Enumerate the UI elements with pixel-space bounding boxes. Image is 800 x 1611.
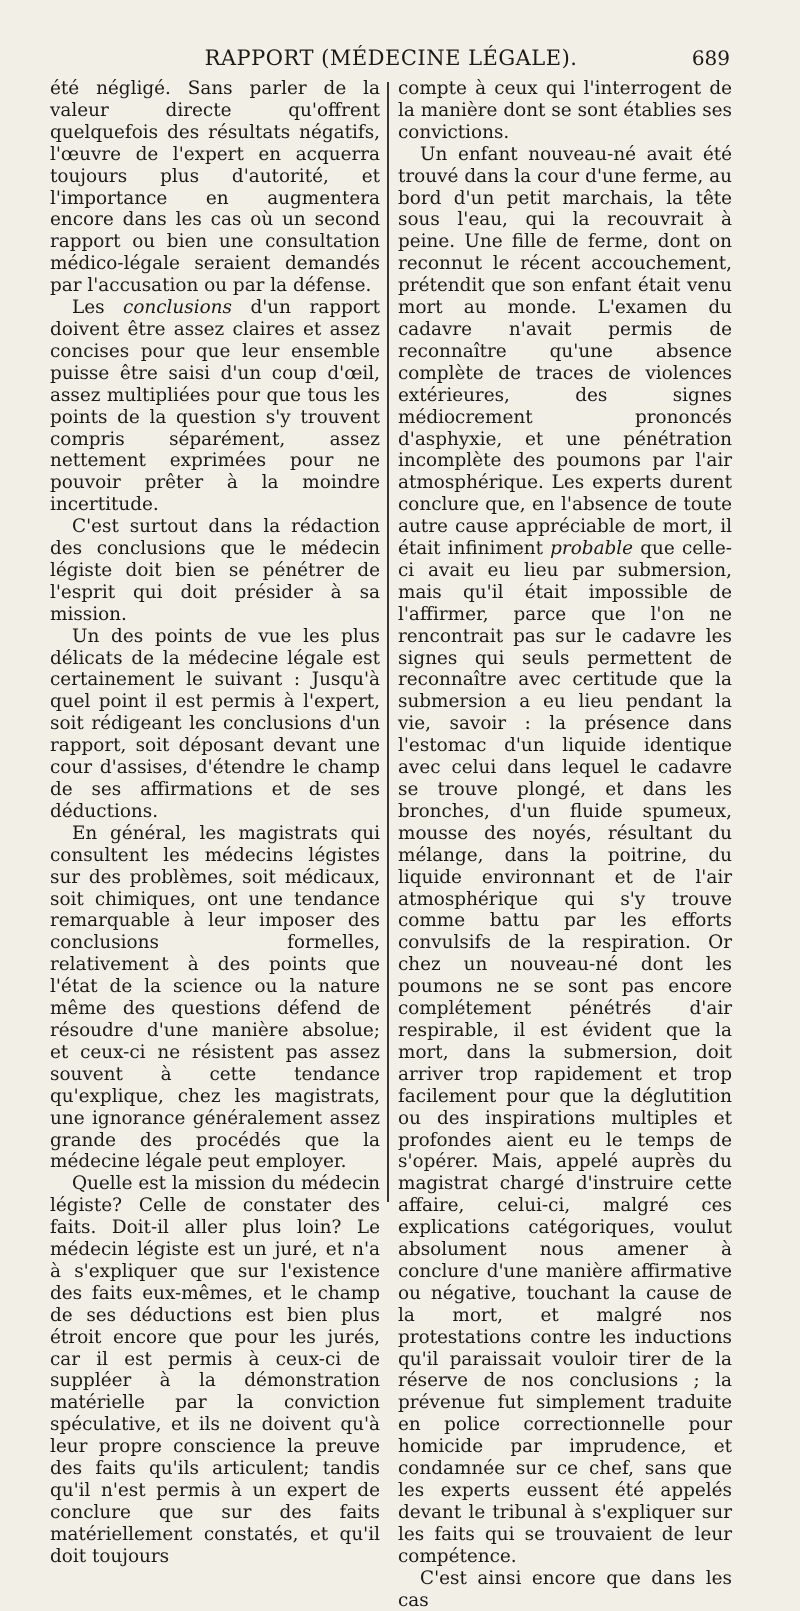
paragraph — [50, 297, 380, 516]
paragraph: C'est surtout dans la rédaction des conclusions que le médecin légiste doit bien se pénétrer de l'esprit qui doit présider à sa mission. — [50, 516, 380, 625]
paragraph: compte à ceux qui l'interrogent de la manière dont se sont établies ses convictions. — [398, 78, 732, 143]
paragraph — [398, 144, 732, 1568]
text-run: d'un rapport doivent être assez claires et assez concises pour que leur ensemble puisse être saisi d'un coup d'œil, assez multipliées pour que tous les points de la question s'y trouvent compris séparément, assez nettement exprimées pour ne pouvoir prêter à la moindre incertitude. — [50, 297, 380, 516]
italic-term: conclusions — [123, 297, 232, 319]
page-number: 689 — [691, 46, 730, 70]
text-run: Les — [72, 297, 124, 319]
page-title: RAPPORT (MÉDECINE LÉGALE). — [204, 46, 578, 70]
text-run: Un enfant nouveau-né avait été trouvé dans la cour d'une ferme, au bord d'un petit marchais, la tête sous l'eau, qui la recouvrait à peine. Une fille de ferme, dont on reconnut le récent accouchement, prétendit que son enfant était venu mort au monde. L'examen du cadavre n'avait permis de reconnaître qu'une absence complète de traces de violences extérieures, des signes médiocrement prononcés d'asphyxie, et une pénétration incomplète des poumons par l'air atmosphérique. Les experts durent conclure que, en l'absence de toute autre cause appréciable de mort, il était infiniment — [398, 143, 732, 560]
running-head — [52, 46, 730, 76]
paragraph: C'est ainsi encore que dans les cas — [398, 1567, 732, 1611]
italic-term: probable — [550, 538, 634, 560]
paragraph: Quelle est la mission du médecin légiste? Celle de constater des faits. Doit-il aller plus loin? Le médecin légiste est un juré, et n'a à s'expliquer que sur l'existence des faits eux-mêmes, et le champ de ses déductions est bien plus étroit encore que pour les jurés, car il est permis à ceux-ci de suppléer à la démonstration matérielle par la conviction spéculative, et ils ne doivent qu'à leur propre conscience la preuve des faits qu'ils articulent; tandis qu'il n'est permis à un expert de conclure que sur des faits matériellement constatés, et qu'il doit toujours — [50, 1173, 380, 1567]
text-run: que celle-ci avait eu lieu par submersion, mais qu'il était impossible de l'affirmer, parce que l'on ne rencontrait pas sur le cadavre les signes qui seuls permettent de reconnaître avec certitude que la submersion a eu lieu pendant la vie, savoir : la présence dans l'estomac d'un liquide identique avec celui dans lequel le cadavre se trouve plongé, et dans les bronches, d'un fluide spumeux, mousse des noyés, résultant du mélange, dans la poitrine, du liquide environnant et de l'air atmosphérique qui s'y trouve comme battu par les efforts convulsifs de la respiration. Or chez un nouveau-né dont les poumons ne se sont pas encore complétement pénétrés d'air respirable, il est évident que la mort, dans la submersion, doit arriver trop rapidement et trop facilement pour que la déglutition ou des inspirations multiples et profondes aient eu le temps de s'opérer. Mais, appelé auprès du magistrat chargé d'instruire cette affaire, celui-ci, malgré ces explications catégoriques, voulut absolument nous amener à conclure d'une manière affirmative ou négative, touchant la cause de la mort, et malgré nos protestations contre les inductions qu'il paraissait vouloir tirer de la réserve de nos conclusions ; la prévenue fut simplement traduite en police correctionnelle pour homicide par imprudence, et condamnée sur ce chef, sans que les experts eussent été appelés devant le tribunal à s'expliquer sur les faits qui se trouvaient de leur compétence. — [398, 538, 732, 1567]
column-divider — [387, 82, 389, 1202]
paragraph: Un des points de vue les plus délicats de la médecine légale est certainement le suivant : Jusqu'à quel point il est permis à l'expert, soit rédigeant les conclusions d'un rapport, soit déposant devant une cour d'assises, d'étendre le champ de ses affirmations et de ses déductions. — [50, 625, 380, 822]
left-column — [50, 78, 380, 1568]
paragraph: été négligé. Sans parler de la valeur directe qu'offrent quelquefois des résultats négatifs, l'œuvre de l'expert en acquerra toujours plus d'autorité, et l'importance en augmentera encore dans les cas où un second rapport ou bien une consultation médico-légale seraient demandés par l'accusation ou par la défense. — [50, 78, 380, 297]
paragraph: En général, les magistrats qui consultent les médecins légistes sur des problèmes, soit médicaux, soit chimiques, ont une tendance remarquable à leur imposer des conclusions formelles, relativement à des points que l'état de la science ou la nature même des questions défend de résoudre d'une manière absolue; et ceux-ci ne résistent pas assez souvent à cette tendance qu'explique, chez les magistrats, une ignorance généralement assez grande des procédés que la médecine légale peut employer. — [50, 822, 380, 1173]
right-column — [398, 78, 732, 1611]
